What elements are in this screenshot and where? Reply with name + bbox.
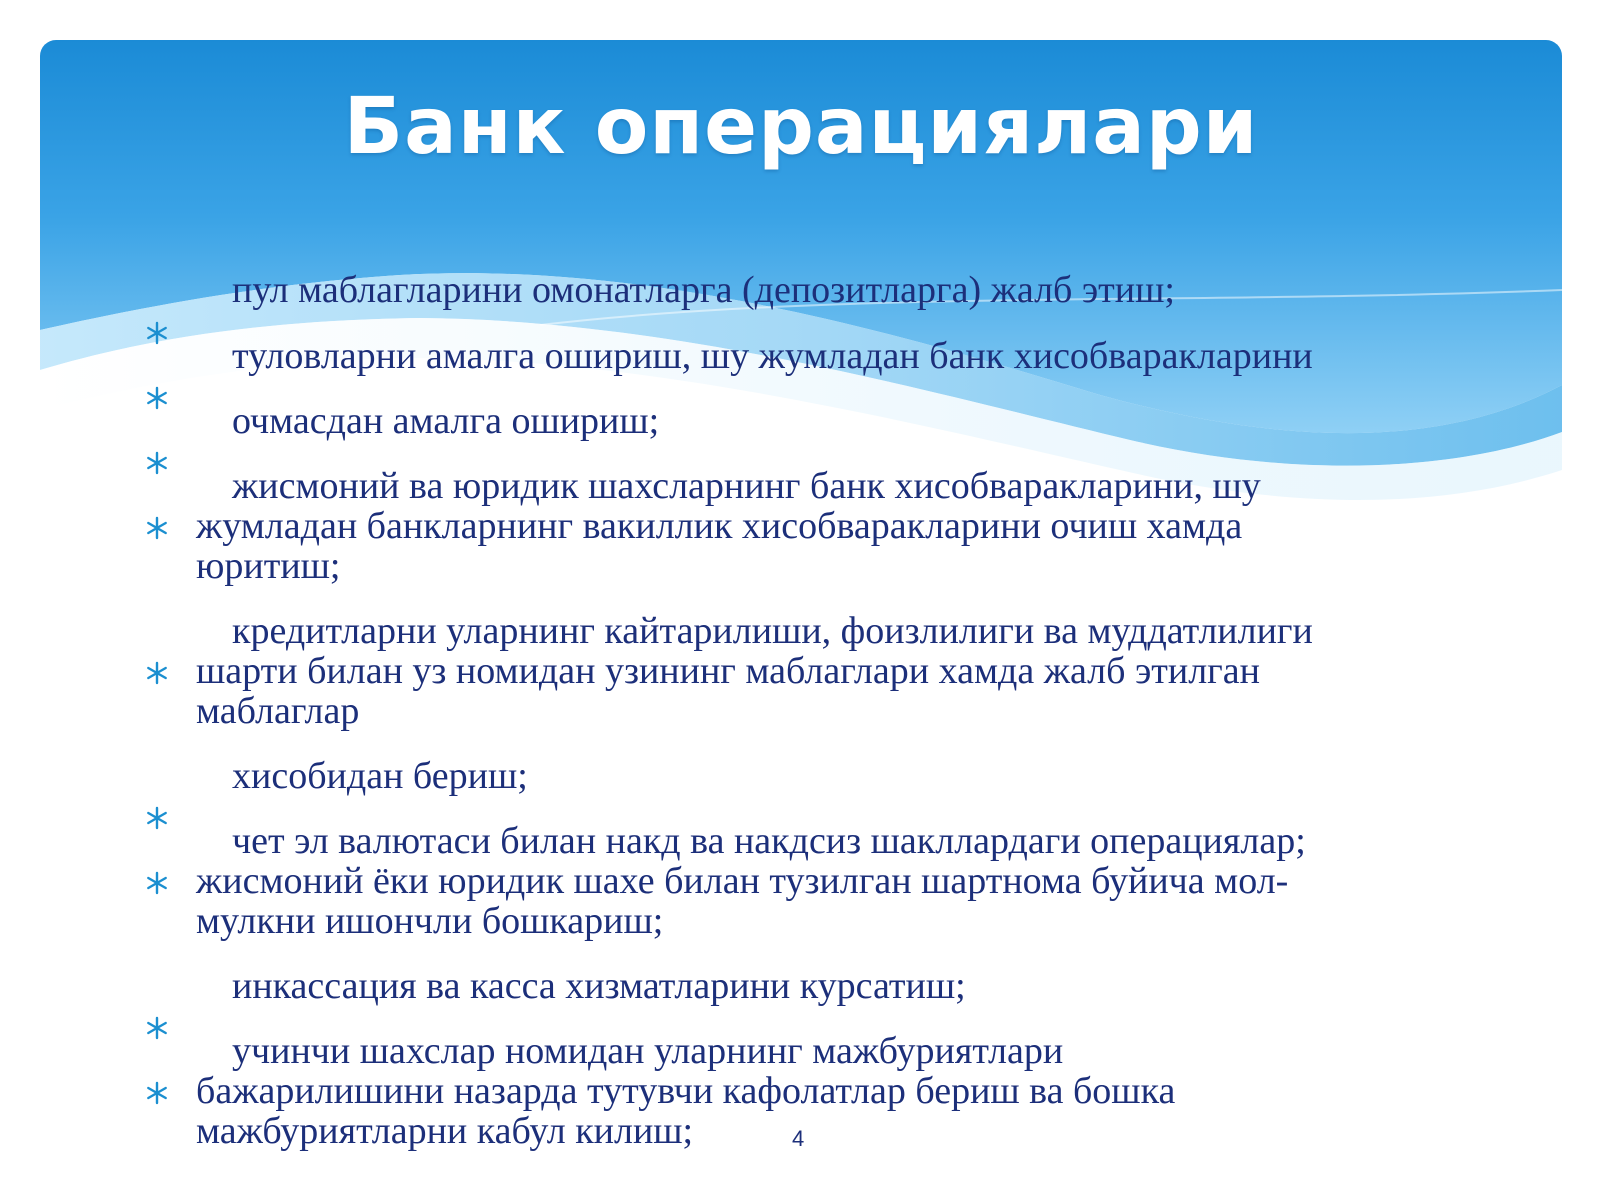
item-4-line-1: жисмоний ва юридик шахсларнинг банк хисобваракларини, шу xyxy=(232,465,1261,507)
asterisk-icon xyxy=(144,320,170,346)
item-7-line-1: чет эл валютаси билан накд ва накдсиз шакллардаги операциялар; xyxy=(232,820,1306,862)
item-7-line-3: мулкни ишончли бошкариш; xyxy=(196,900,664,942)
item-9-line-3: мажбуриятларни кабул килиш; xyxy=(196,1110,694,1152)
item-5-line-2: шарти билан уз номидан узининг маблаглари хамда жалб этилган xyxy=(196,650,1260,692)
item-4-line-3: юритиш; xyxy=(196,545,341,587)
item-5-line-3: маблаглар xyxy=(196,690,360,732)
asterisk-icon xyxy=(144,450,170,476)
item-9-line-1: учинчи шахслар номидан уларнинг мажбуриятлари xyxy=(232,1030,1064,1072)
bullet-list xyxy=(40,40,1562,1200)
item-3-line-1: очмасдан амалга ошириш; xyxy=(232,400,660,442)
slide xyxy=(40,40,1562,1200)
item-6-line-1: хисобидан бериш; xyxy=(232,755,528,797)
item-4-line-2: жумладан банкларнинг вакиллик хисобваракларини очиш хамда xyxy=(196,505,1243,547)
asterisk-icon xyxy=(144,1015,170,1041)
asterisk-icon xyxy=(144,385,170,411)
asterisk-icon xyxy=(144,870,170,896)
item-9-line-2: бажарилишини назарда тутувчи кафолатлар бериш ва бошка xyxy=(196,1070,1176,1112)
item-5-line-1: кредитларни уларнинг кайтарилиши, фоизлилиги ва муддатлилиги xyxy=(232,610,1313,652)
slide-title: Банк операциялари xyxy=(343,82,1259,172)
item-2-line-1: туловларни амалга ошириш, шу жумладан банк хисобваракларини xyxy=(232,335,1313,377)
asterisk-icon xyxy=(144,660,170,686)
asterisk-icon xyxy=(144,1080,170,1106)
item-8-line-1: инкассация ва касса хизматларини курсатиш; xyxy=(232,965,966,1007)
item-1-line-1: пул маблагларини омонатларга (депозитларга) жалб этиш; xyxy=(232,269,1175,311)
asterisk-icon xyxy=(144,805,170,831)
asterisk-icon xyxy=(144,515,170,541)
page-number: 4 xyxy=(792,1126,805,1151)
item-7-line-2: жисмоний ёки юридик шахе билан тузилган шартнома буйича мол- xyxy=(196,860,1289,902)
